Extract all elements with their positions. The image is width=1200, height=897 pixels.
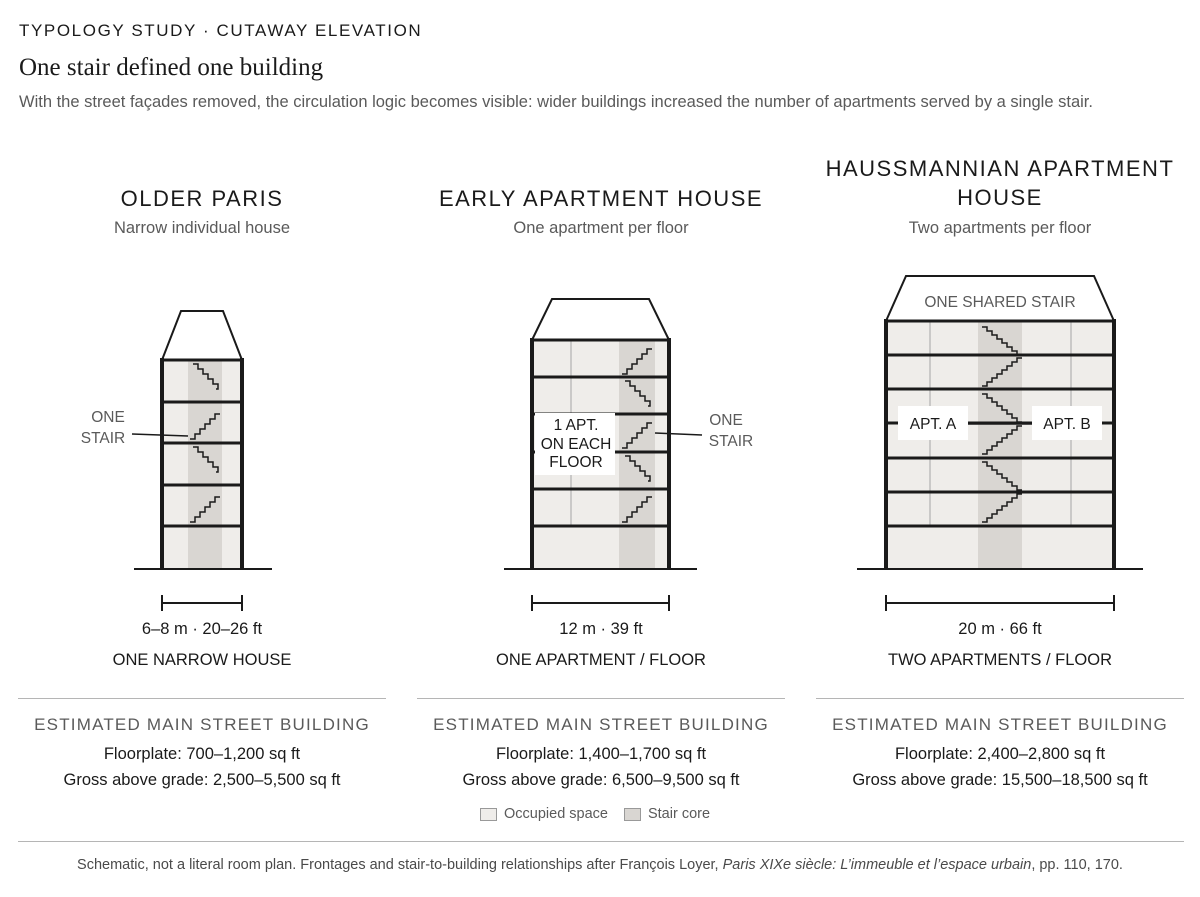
footer-divider <box>18 841 1184 842</box>
apartment-label-line-3: FLOOR <box>549 454 603 471</box>
stair-core-haussmannian <box>978 321 1022 569</box>
stair-core-older-paris <box>188 360 222 569</box>
column-title-line-1: HAUSSMANNIAN APARTMENT <box>825 156 1175 181</box>
apartment-a-label: APT. A <box>909 416 957 433</box>
frontage-label-haussmannian: TWO APARTMENTS / FLOOR <box>888 651 1112 669</box>
column-title-older-paris: OLDER PARIS <box>120 186 284 211</box>
kicker: TYPOLOGY STUDY · CUTAWAY ELEVATION <box>19 21 423 40</box>
legend-swatch-stair-core <box>624 808 641 821</box>
dek: With the street façades removed, the circulation logic becomes visible: wider buildings increased the number of apartments served by a single stair. <box>19 93 1093 111</box>
building-haussmannian <box>857 276 1143 611</box>
footnote-source-title: Paris XIXe siècle: L’immeuble et l’espace urbain <box>722 857 1032 873</box>
column-title-early-apartment: EARLY APARTMENT HOUSE <box>438 186 764 211</box>
legend <box>480 806 710 822</box>
divider <box>417 698 785 699</box>
apartment-label-line-2: ON EACH <box>540 436 612 453</box>
divider <box>18 698 386 699</box>
stair-label-line-1: ONE <box>709 412 743 429</box>
column-subtitle-early-apartment: One apartment per floor <box>513 219 689 237</box>
footnote-pages: , pp. 110, 170. <box>1031 857 1123 873</box>
footnote <box>0 857 1200 873</box>
stair-label-line-2: STAIR <box>708 433 754 450</box>
estimate-heading-early-apartment: ESTIMATED MAIN STREET BUILDING <box>433 715 769 734</box>
column-subtitle-haussmannian: Two apartments per floor <box>908 219 1092 237</box>
floorplate-early-apartment: Floorplate: 1,400–1,700 sq ft <box>495 745 707 763</box>
page-title: One stair defined one building <box>19 54 324 81</box>
divider <box>816 698 1184 699</box>
shared-stair-label: ONE SHARED STAIR <box>924 294 1076 311</box>
estimate-heading-older-paris: ESTIMATED MAIN STREET BUILDING <box>34 715 370 734</box>
floorplate-older-paris: Floorplate: 700–1,200 sq ft <box>103 745 301 763</box>
legend-label-occupied: Occupied space <box>504 806 608 822</box>
dimension-label-older-paris: 6–8 m · 20–26 ft <box>141 620 263 638</box>
building-older-paris <box>81 311 272 611</box>
dimension-label-early-apartment: 12 m · 39 ft <box>559 620 643 638</box>
dimension-label-haussmannian: 20 m · 66 ft <box>958 620 1042 638</box>
gross-area-haussmannian: Gross above grade: 15,500–18,500 sq ft <box>852 771 1148 789</box>
estimate-heading-haussmannian: ESTIMATED MAIN STREET BUILDING <box>832 715 1168 734</box>
footnote-text: Schematic, not a literal room plan. Frontages and stair-to-building relationships after François Loyer, <box>77 857 723 873</box>
legend-label-stair-core: Stair core <box>647 806 711 822</box>
stair-label-line-2: STAIR <box>80 430 126 447</box>
stair-label-line-1: ONE <box>91 409 125 426</box>
legend-swatch-occupied <box>480 808 497 821</box>
frontage-label-older-paris: ONE NARROW HOUSE <box>112 651 292 669</box>
gross-area-older-paris: Gross above grade: 2,500–5,500 sq ft <box>63 771 341 789</box>
gross-area-early-apartment: Gross above grade: 6,500–9,500 sq ft <box>462 771 740 789</box>
building-early-apartment <box>504 299 753 611</box>
column-title-line-2: HOUSE <box>957 185 1043 210</box>
roof-older-paris <box>162 311 242 360</box>
column-subtitle-older-paris: Narrow individual house <box>113 219 291 237</box>
floorplate-haussmannian: Floorplate: 2,400–2,800 sq ft <box>894 745 1106 763</box>
apartment-label-line-1: 1 APT. <box>553 417 599 434</box>
frontage-label-early-apartment: ONE APARTMENT / FLOOR <box>496 651 706 669</box>
roof-early-apartment <box>532 299 669 340</box>
apartment-b-label: APT. B <box>1043 416 1091 433</box>
